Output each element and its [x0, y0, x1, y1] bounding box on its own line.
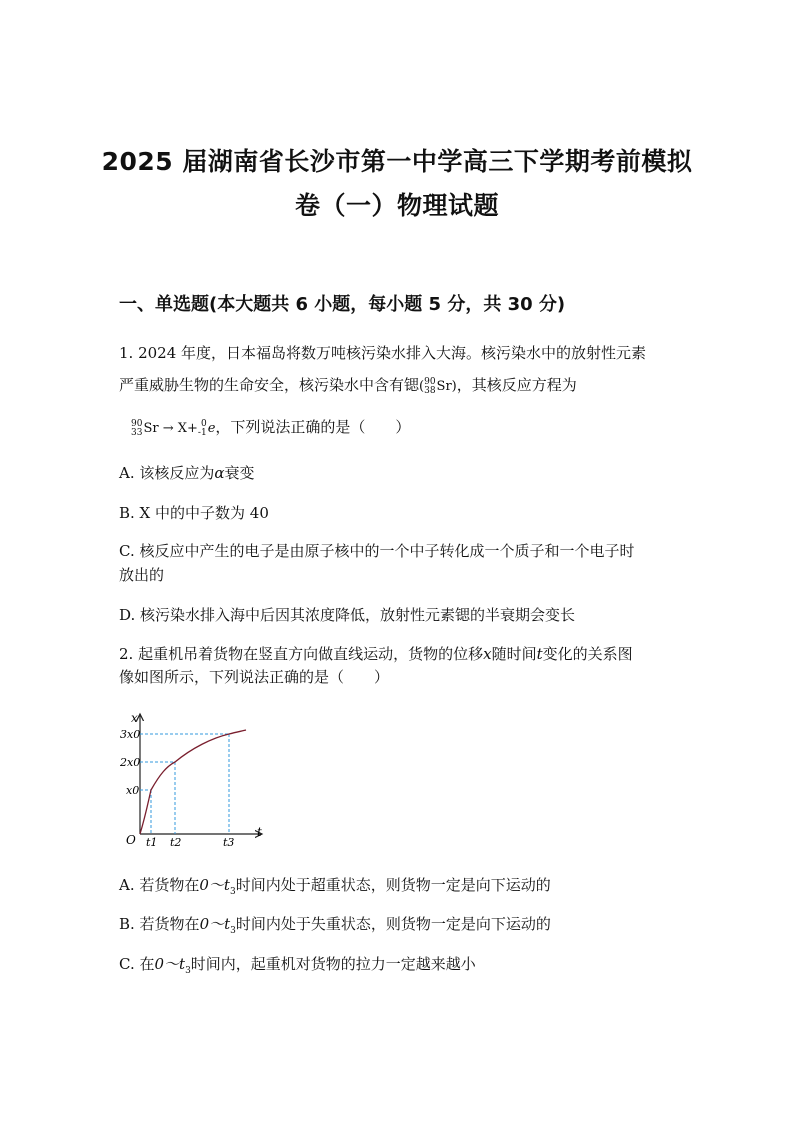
q1-option-a-suffix: 衰变 [224, 464, 255, 482]
q2-line-2: 像如图所示，下列说法正确的是（ ） [119, 668, 390, 686]
q2-var-x: x [483, 645, 492, 663]
q2-line-1-b: 随时间 [491, 645, 537, 663]
q2-option-c-range: 0～t [154, 955, 186, 973]
q2-option-a-sub: 3 [229, 887, 236, 897]
eq-symbol: Sr [143, 421, 159, 436]
q2-option-c [119, 953, 476, 982]
q2-option-a-post: 时间内处于超重状态，则货物一定是向下运动的 [235, 876, 551, 894]
q1-equation-tail: ，下列说法正确的是（ ） [215, 418, 411, 436]
guide-lines [140, 734, 229, 834]
q2-option-c-post: 时间内，起重机对货物的拉力一定越来越小 [190, 955, 476, 973]
q2-var-t: t [536, 645, 543, 663]
q1-line-2 [119, 374, 577, 398]
q2-option-b-sub: 3 [230, 926, 236, 936]
q1-option-b: B. X 中的中子数为 40 [119, 504, 269, 522]
y-axis-label: x [131, 711, 138, 725]
y-tick-x0: x0 [126, 784, 140, 797]
q2-option-b-pre: B. 若货物在 [119, 915, 200, 933]
eq-e-sub: -1 [197, 427, 207, 438]
q2-option-a-range: 0～t [199, 876, 230, 894]
q2-line-1-c: 变化的关系图 [542, 645, 633, 663]
q2-option-a-pre: A. 若货物在 [119, 876, 200, 894]
eq-e-sup: 0 [200, 418, 207, 429]
sr-symbol: Sr [436, 379, 452, 394]
q2-option-c-pre: C. 在 [119, 955, 155, 973]
document-title [80, 140, 714, 228]
q1-option-d: D. 核污染水排入海中后因其浓度降低，放射性元素锶的半衰期会变长 [119, 606, 576, 624]
eq-atomic: 33 [131, 427, 143, 438]
q2-option-b-post: 时间内处于失重状态，则货物一定是向下运动的 [235, 915, 551, 933]
q1-equation [131, 416, 410, 440]
x-tick-t1: t1 [146, 836, 158, 849]
sr-atomic: 38 [424, 385, 436, 396]
q1-line-2-tail: ，其核反应方程为 [456, 376, 577, 394]
eq-mass: 90 [131, 418, 143, 429]
q1-option-a [119, 462, 255, 484]
q1-option-a-prefix: A. 该核反应为 [119, 464, 215, 482]
q1-line-1: 1. 2024 年度，日本福岛将数万吨核污染水排入大海。核污染水中的放射性元素 [119, 344, 647, 362]
section-heading: 一、单选题(本大题共 6 小题，每小题 5 分，共 30 分) [119, 294, 566, 315]
alpha-symbol: α [214, 464, 225, 482]
eq-e: e [207, 421, 216, 436]
displacement-time-graph [112, 708, 272, 853]
q1-option-c-line-2: 放出的 [119, 566, 165, 584]
q2-option-a [119, 874, 551, 903]
q1-line-2-text: 严重威胁生物的生命安全，核污染水中含有锶 [119, 376, 420, 394]
q1-option-c-line-1: C. 核反应中产生的电子是由原子核中的一个中子转化成一个质子和一个电子时 [119, 542, 635, 560]
q2-option-c-sub: 3 [185, 966, 191, 976]
y-tick-3x0: 3x0 [120, 728, 141, 741]
title-line-1: 2025 届湖南省长沙市第一中学高三下学期考前模拟 [101, 147, 693, 176]
title-line-2: 卷（一）物理试题 [294, 191, 499, 220]
q2-line-1-a: 2. 起重机吊着货物在竖直方向做直线运动，货物的位移 [119, 645, 484, 663]
q2-line-1 [119, 643, 633, 665]
sr-nuclide: ( 90 38 Sr) [419, 376, 457, 396]
q2-option-b [119, 913, 551, 942]
y-tick-2x0: 2x0 [120, 756, 141, 769]
origin-label: O [126, 833, 136, 847]
x-axis-label: t [257, 825, 262, 839]
x-tick-t2: t2 [170, 836, 182, 849]
q2-option-b-range: 0～t [199, 915, 231, 933]
eq-x: X+ [177, 421, 198, 436]
x-tick-t3: t3 [223, 836, 235, 849]
sr-mass: 90 [424, 376, 436, 387]
eq-arrow: → [162, 421, 174, 436]
displacement-curve [140, 730, 246, 834]
